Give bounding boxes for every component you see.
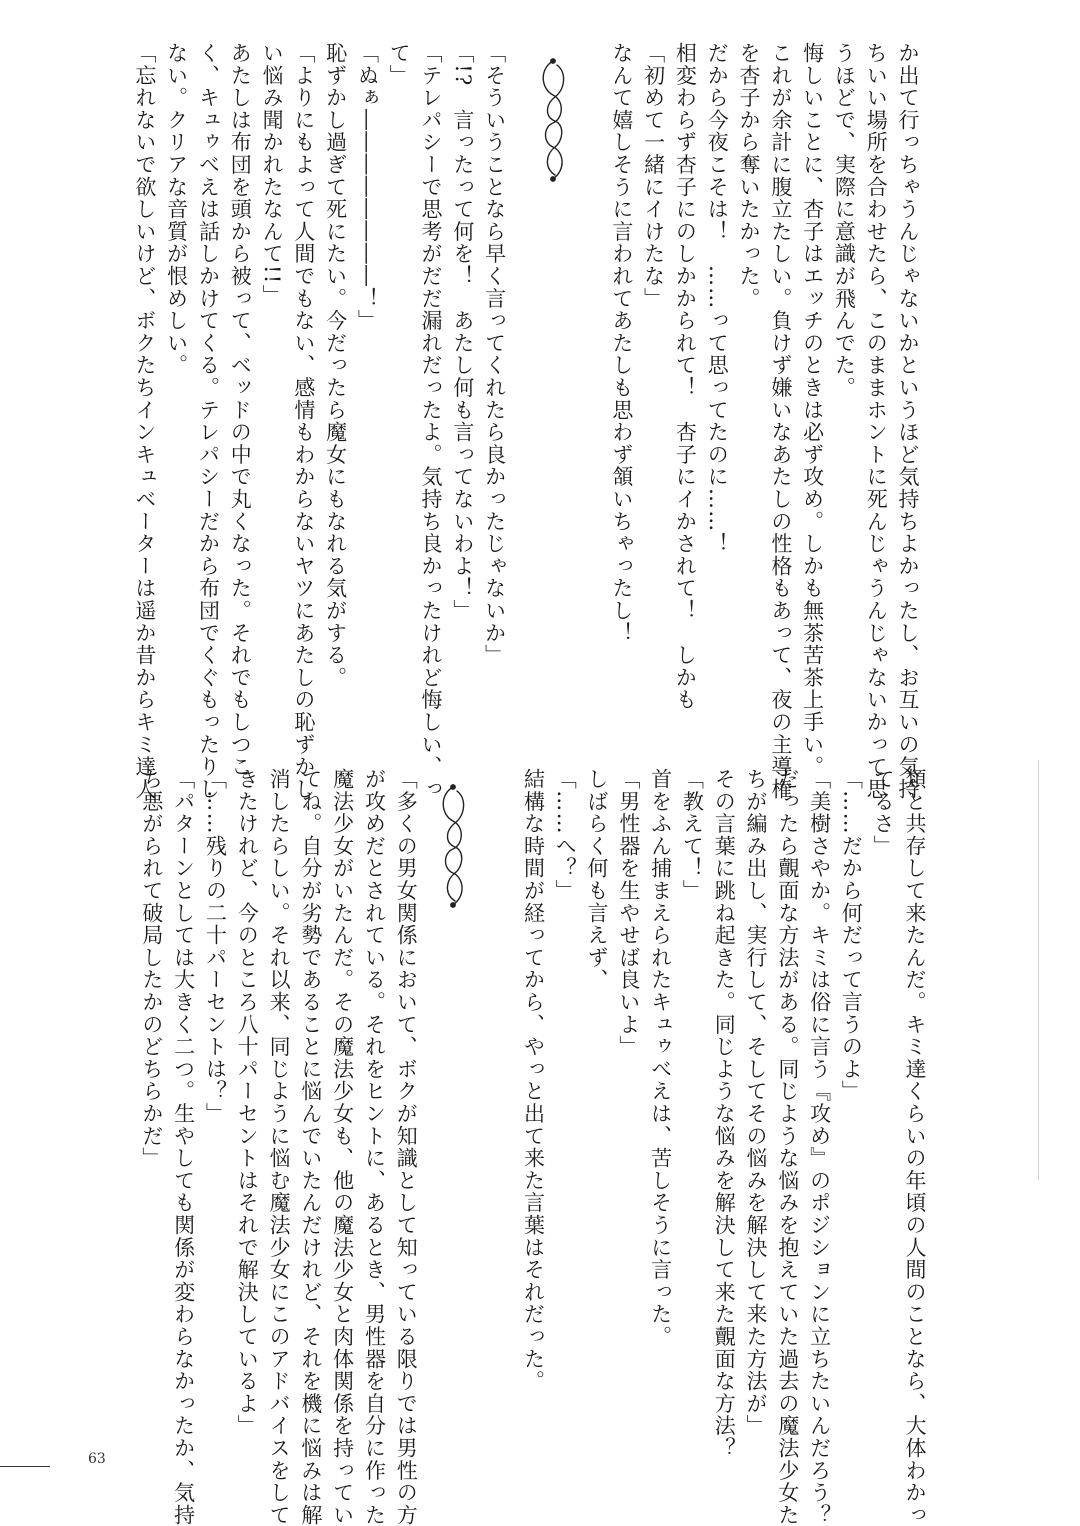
text-line: 相変わらず杏子にのしかかられて！ 杏子にイかされて！ しかも [673,42,698,711]
text-block-bottom [135,768,930,1526]
text-line: しばらく何も言えず、 [585,768,610,991]
text-line: ない。クリアな音質が恨めしい。 [164,42,189,377]
page-number: 63 [88,1451,106,1467]
scene-break-ornament-icon [433,781,473,911]
text-line: か出て行っちゃうんじゃないかというほど気持ちよかったし、お互いの気持 [896,42,920,801]
text-line: 類と共存して来たんだ。キミ達くらいの年頃の人間のことなら、大体わかっ [903,768,927,1526]
text-line: うほどで、実際に意識が飛んでた。 [832,42,857,399]
text-line: 恥ずかし過ぎて死にたい。今だったら魔女にもなれる気がする。 [323,42,348,689]
text-block-top [128,42,923,801]
text-line: を杏子から奪いたかった。 [737,42,762,310]
text-line: 魔法少女がいたんだ。その魔法少女も、他の魔法少女と肉体関係を持ってい [330,768,355,1526]
scene-break-ornament-icon [533,55,573,185]
text-line: きたけれど、今のところ八十パーセントはそれで解決しているよ」 [235,768,260,1437]
text-line: その言葉に跳ね起きた。同じような悩みを解決して来た覿面な方法？ [712,768,737,1460]
text-line: 消したらしい。それ以来、同じように悩む魔法少女にこのアドバイスをして [267,768,292,1526]
text-line: 「初めて一緒にイけたな」 [641,42,666,310]
text-line: 「忘れないで欲しいけど、ボクたちインキュベーターは遥か昔からキミ達人 [132,42,157,801]
text-line: あたしは布団を頭から被って、ベッドの中で丸くなった。それでもしつこ [228,42,253,778]
text-line: 「ぬぁ――――――――！」 [355,42,380,332]
text-line: ちいい場所を合わせたら、このままホントに死んじゃうんじゃないかって思 [864,42,889,801]
text-line: てるさ」 [871,768,896,858]
text-line: てね。自分が劣勢であることに悩んでいたんだけれど、それを機に悩みは解 [298,768,323,1526]
text-line: 「美樹さやか。キミは俗に言う『攻め』のポジションに立ちたいんだろう？ [807,768,832,1526]
text-line: 「パターンとしては大きく二つ。生やしても関係が変わらなかったか、気持 [171,768,196,1526]
text-line: だったら覿面な方法がある。同じような悩みを抱えていた過去の魔法少女た [775,768,800,1526]
text-line: 首をふん捕まえられたキュゥべえは、苦しそうに言った。 [648,768,673,1348]
text-line: 「男性器を生やせば良いよ」 [616,768,641,1058]
text-line: 「……残りの二十パーセントは？」 [203,768,228,1125]
text-line: 「多くの男女関係において、ボクが知識として知っている限りでは男性の方 [394,768,419,1526]
text-line: これが余計に腹立たしい。負けず嫌いなあたしの性格もあって、夜の主導権 [768,42,793,801]
text-line: 「!? 言ったって何を！ あたし何も言ってないわよ！」 [450,42,475,622]
text-line: なんて嬉しそうに言われてあたしも思わず頷いちゃったし！ [609,42,634,645]
text-line: 「よりにもよって人間でもない、感情もわからないヤツにあたしの恥ずかし [291,42,316,801]
text-line: 「テレパシーで思考がだだ漏れだったよ。気持ち良かったけれど悔しい、っ [419,42,444,801]
text-line: 「……だから何だって言うのよ」 [839,768,864,1103]
text-line: が攻めだとされている。それをヒントに、あるとき、男性器を自分に作った [362,768,387,1526]
text-line: 「教えて！」 [680,768,705,902]
blank-line [573,42,605,702]
footer-rule [0,1466,50,1467]
text-line: 結構な時間が経ってから、やっと出て来た言葉はそれだった。 [521,768,546,1393]
scan-margin-mark [1038,760,1039,1180]
text-line: い悩み聞かれたなんて!!」 [260,42,285,307]
text-line: く、キュゥべえは話しかけてくる。テレパシーだから布団でくぐもったりし [196,42,221,801]
blank-line [485,768,517,1408]
text-line: て」 [387,42,412,87]
text-line: 「そういうことなら早く言ってくれたら良かったじゃないか」 [482,42,507,667]
text-line: 悔しいことに、杏子はエッチのときは必ず攻め。しかも無茶苦茶上手い。 [800,42,825,778]
text-line: ちが編み出し、実行して、そしてその悩みを解決して来た方法が」 [744,768,769,1437]
text-line: だから今夜こそは！ ……って思ってたのに……！ [705,42,730,555]
text-line: ち悪がられて破局したかのどちらかだ」 [139,768,164,1170]
text-line: 「……へ？」 [553,768,578,902]
